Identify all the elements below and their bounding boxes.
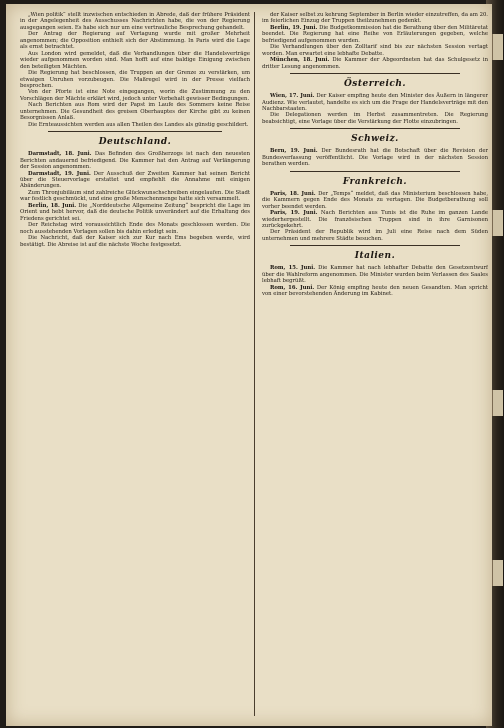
- article-paragraph: Die Ernteaussichten werden aus allen Theilen des Landes als günstig geschildert.: [28, 121, 249, 128]
- page-edge-tab: [492, 210, 503, 236]
- article-text: Der König empfing heute den neuen Gesandten. Man spricht von einer bevorstehenden Änderung im Kabinet.: [262, 284, 488, 298]
- article-paragraph: [20, 171, 250, 190]
- article-paragraph: [20, 222, 250, 235]
- article-paragraph: [262, 285, 488, 298]
- article-text: der Kaiser selbst zu kehrung September in Berlin wieder einzutreffen, da am 20. im feierlichen Einzug der Truppen theilzunehmen gedenkt.: [262, 12, 488, 25]
- article-paragraph: [262, 112, 488, 125]
- dateline: Bern, 19. Juni.: [270, 148, 318, 155]
- article-paragraph: [262, 210, 488, 229]
- section-rule: [290, 73, 460, 74]
- section-title-oesterreich: Österreich.: [343, 79, 407, 90]
- article-paragraph: [262, 25, 488, 44]
- article-text: Zum Thronjubiläum sind zahlreiche Glückwunschschreiben eingelaufen. Die Stadt war festlich geschmückt, und eine große Menschenmenge hatte sich versammelt.: [20, 189, 250, 203]
- article-text: Nach Berichten aus Tunis ist die Ruhe im ganzen Lande wiederhergestellt. Die französischen Truppen sind in ihre Garnisonen zurückgekehrt.: [262, 210, 488, 229]
- right-column: [262, 12, 488, 720]
- column-divider: [254, 12, 255, 716]
- article-text: Die Verhandlungen über den Zolltarif sind bis zur nächsten Session vertagt worden. Man erwartet eine lebhafte Debatte.: [262, 44, 488, 57]
- article-text: Die Delegationen werden im Herbst zusammentreten. Die Regierung beabsichtigt, eine Vorlage über die Verstärkung der Flotte einzubringen.: [262, 112, 488, 125]
- article-paragraph: [262, 12, 488, 25]
- dateline: Rom, 15. Juni.: [270, 265, 316, 272]
- article-paragraph: „Wien politik“ stellt inzwischen entschieden in Abrede, daß der frühere Präsident in der Angelegenheit des Ausschusses Nachrichten habe, die von der Regierung ausgegangen seien. Es habe sich nur um eine vertrauliche Besprechung gehandelt.: [20, 12, 250, 31]
- article-paragraph: Nach Berichten aus Rom wird der Papst im Laufe des Sommers keine Reise unternehmen. Die Gesundheit des greisen Oberhauptes der Kirche gibt zu keinen Besorgnissen Anlaß.: [20, 102, 250, 122]
- section-title-schweiz: Schweiz.: [351, 134, 399, 145]
- newspaper-page: [6, 4, 492, 726]
- article-text: Der Bundesrath hat die Botschaft über die Revision der Bundesverfassung veröffentlicht. Die Vorlage wird in der nächsten Session berathen werden.: [262, 148, 488, 168]
- dateline: Berlin, 18. Juni.: [28, 202, 77, 209]
- article-text: Die Nachricht, daß der Kaiser sich zur Kur nach Ems begeben werde, wird bestätigt. Die Abreise ist auf die nächste Woche festgesetzt.: [20, 235, 250, 248]
- article-paragraph: [262, 93, 488, 112]
- dateline: Wien, 17. Juni.: [270, 93, 315, 100]
- dateline: München, 18. Juni.: [270, 57, 330, 64]
- article-text: Der Präsident der Republik wird im Juli eine Reise nach dem Süden unternehmen und mehrere Städte besuchen.: [262, 229, 488, 242]
- article-text: Der Reichstag wird voraussichtlich Ende des Monats geschlossen werden. Die noch ausstehenden Vorlagen sollen bis dahin erledigt sein.: [20, 222, 250, 235]
- article-paragraph: Aus London wird gemeldet, daß die Verhandlungen über die Handelsverträge wieder aufgenommen worden sind. Man hofft auf eine baldige Einigung zwischen den beteiligten Mächten.: [20, 50, 250, 70]
- article-paragraph: [20, 235, 250, 248]
- article-text: Der „Temps“ meldet, daß das Ministerium beschlossen habe, die Kammern gegen Ende des Monats zu vertagen. Die Budgetberathung soll vorher beendet werden.: [262, 190, 488, 210]
- article-paragraph: [262, 191, 488, 210]
- article-text: Das Befinden des Großherzogs ist nach den neuesten Berichten andauernd befriedigend. Die Kammer hat den Antrag auf Verlängerung der Session angenommen.: [20, 151, 250, 171]
- article-text: Die Kammer der Abgeordneten hat das Schulgesetz in dritter Lesung angenommen.: [262, 57, 488, 70]
- article-paragraph: [262, 265, 488, 284]
- left-column: [20, 12, 250, 720]
- section-rule: [290, 245, 460, 246]
- page-edge-tab: [492, 34, 503, 60]
- article-paragraph: Der Antrag der Regierung auf Vertagung wurde mit großer Mehrheit angenommen; die Opposition enthielt sich der Abstimmung. In Paris wird die Lage als ernst betrachtet.: [20, 31, 250, 51]
- section-title-deutschland: Deutschland.: [98, 137, 172, 148]
- dateline: Darmstadt, 18. Juni.: [28, 151, 92, 158]
- dateline: Paris, 19. Juni.: [270, 210, 318, 217]
- article-text: Die Budgetkommission hat die Berathung über den Militäretat beendet. Die Regierung hat eine Reihe von Erläuterungen gegeben, welche befriedigend aufgenommen wurden.: [262, 24, 488, 44]
- article-paragraph: [262, 229, 488, 242]
- article-text: Die Kammer hat nach lebhafter Debatte den Gesetzentwurf über die Wahlreform angenommen. Die Minister wurden beim Verlassen des Saales lebhaft begrüßt.: [262, 265, 488, 285]
- page-edge-tab: [492, 390, 503, 416]
- article-paragraph: [20, 151, 250, 170]
- article-paragraph: [20, 190, 250, 203]
- dateline: Berlin, 19. Juni.: [270, 24, 318, 31]
- article-paragraph: [262, 44, 488, 57]
- article-text: Der Ausschuß der Zweiten Kammer hat seinen Bericht über die Steuervorlage erstattet und empfiehlt die Annahme mit einigen Abänderungen.: [20, 170, 250, 190]
- section-rule: [48, 131, 222, 132]
- dateline: Rom, 16. Juni.: [270, 284, 315, 291]
- section-rule: [290, 171, 460, 172]
- section-title-italien: Italien.: [354, 251, 396, 262]
- section-rule: [290, 128, 460, 129]
- article-paragraph: Die Regierung hat beschlossen, die Truppen an der Grenze zu verstärken, um etwaigen Unruhen vorzubeugen. Die Maßregel wird in der Presse vielfach besprochen.: [20, 70, 250, 89]
- article-text: Der Kaiser empfing heute den Minister des Äußern in längerer Audienz. Wie verlautet, handelte es sich um die Frage der Handelsverträge mit den Nachbarstaaten.: [262, 93, 488, 112]
- article-paragraph: [262, 148, 488, 167]
- section-title-frankreich: Frankreich.: [342, 176, 408, 187]
- article-paragraph: [20, 203, 250, 222]
- article-paragraph: Von der Pforte ist eine Note eingegangen, worin die Zustimmung zu den Vorschlägen der Mächte erklärt wird, jedoch unter Vorbehalt gewisser Bedingungen.: [20, 89, 250, 102]
- article-text: Die „Norddeutsche Allgemeine Zeitung“ bespricht die Lage im Orient und hebt hervor, daß die deutsche Politik unverändert auf die Erhaltung des Friedens gerichtet sei.: [20, 202, 250, 222]
- dateline: Paris, 18. Juni.: [270, 190, 316, 197]
- article-paragraph: [262, 57, 488, 70]
- dateline: Darmstadt, 19. Juni.: [28, 170, 91, 177]
- page-edge-tab: [492, 560, 503, 586]
